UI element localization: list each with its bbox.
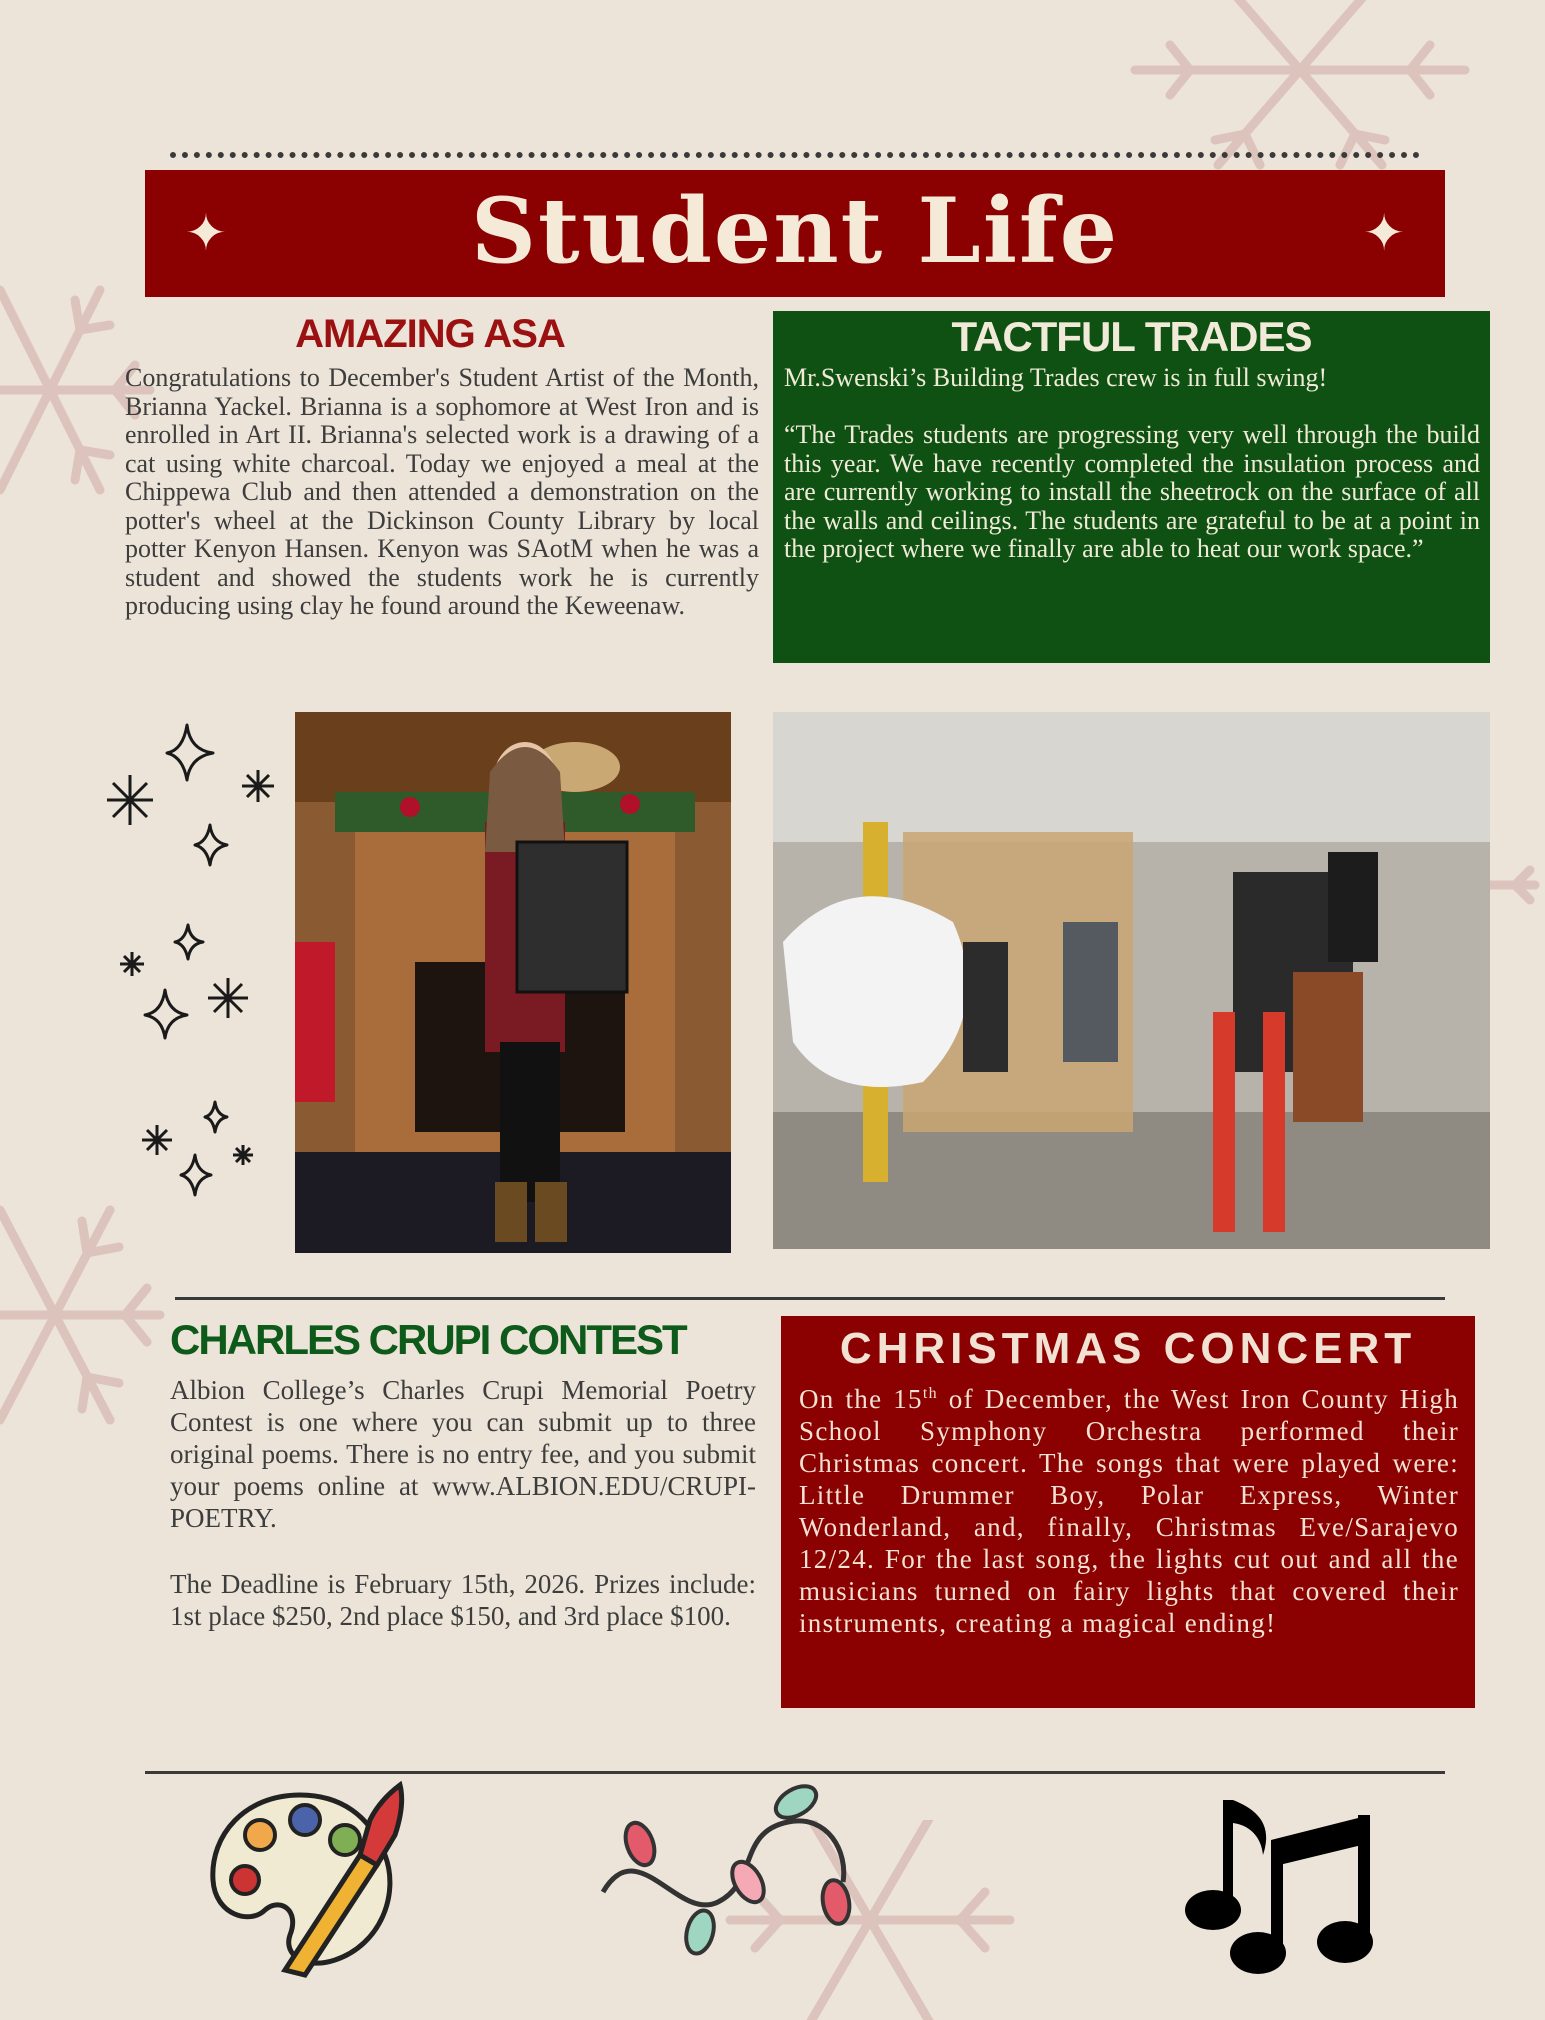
crupi-para2: The Deadline is February 15th, 2026. Prizes include: 1st place $250, 2nd place $150, and 3rd place $100. — [170, 1569, 756, 1631]
asa-body: Congratulations to December's Student Artist of the Month, Brianna Yackel. Brianna is a sophomore at West Iron and is enrolled in Art II. Brianna's selected work is a drawing of a cat using white charcoal. Today we enjoyed a meal at the Chippewa Club and then attended a demonstration on the potter's wheel at the Dickinson County Library by local potter Kenyon Hansen. Kenyon was SAotM when he was a student and showed the students work he is currently producing using clay he found around the Keweenaw. — [125, 363, 759, 620]
concert-heading: CHRISTMAS CONCERT — [839, 1324, 1417, 1373]
trades-heading: TACTFUL TRADES — [951, 313, 1312, 360]
dotted-divider — [170, 152, 1420, 158]
christmas-lights-icon — [598, 1772, 868, 1962]
section-divider — [175, 1297, 1445, 1300]
concert-body-sup: th — [922, 1385, 938, 1402]
photo-illustration — [295, 712, 731, 1253]
concert-body-post: of December, the West Iron County High School Symphony Orchestra performed their Christmas concert. The songs that were played were: Little Drummer Boy, Polar Express, Winter Wonderland, and, finally, Christmas Eve/Sarajevo 12/24. For the last song, the lights cut out and all the musicians turned on fairy lights that covered their instruments, creating a magical ending! — [799, 1384, 1460, 1638]
sparkle-icon: ✦ — [1363, 204, 1405, 262]
concert-panel — [781, 1316, 1475, 1708]
crupi-para1: Albion College’s Charles Crupi Memorial Poetry Contest is one where you can submit up to three original poems. There is no entry fee, and you submit your poems online at www.ALBION.EDU/CRUPI-POETRY. — [170, 1375, 756, 1533]
paint-palette-icon — [205, 1775, 415, 1980]
section-banner — [145, 170, 1445, 297]
concert-body — [799, 1378, 1459, 1639]
sparkle-icon: ✦ — [185, 204, 227, 262]
snowflake-icon — [1120, 0, 1480, 170]
photo-illustration — [773, 712, 1490, 1249]
music-notes-icon — [1183, 1795, 1388, 1985]
asa-heading: AMAZING ASA — [295, 312, 565, 356]
trades-quote: “The Trades students are progressing very well through the build this year. We have recently completed the insulation process and are currently working to install the sheetrock on the surface of all the walls and ceilings. The students are grateful to be at a point in the project where we finally are able to heat our work space.” — [784, 420, 1480, 563]
page-title: Student Life — [471, 178, 1119, 284]
snowflake-icon — [0, 1190, 170, 1440]
building-trades-photo — [773, 712, 1490, 1249]
crupi-heading: CHARLES CRUPI CONTEST — [170, 1316, 686, 1363]
trades-panel — [773, 311, 1490, 663]
sparkles-icon — [95, 715, 285, 1205]
student-artist-photo — [295, 712, 731, 1253]
trades-intro: Mr.Swenski’s Building Trades crew is in full swing! — [784, 363, 1328, 392]
concert-body-pre: On the 15 — [799, 1384, 923, 1414]
